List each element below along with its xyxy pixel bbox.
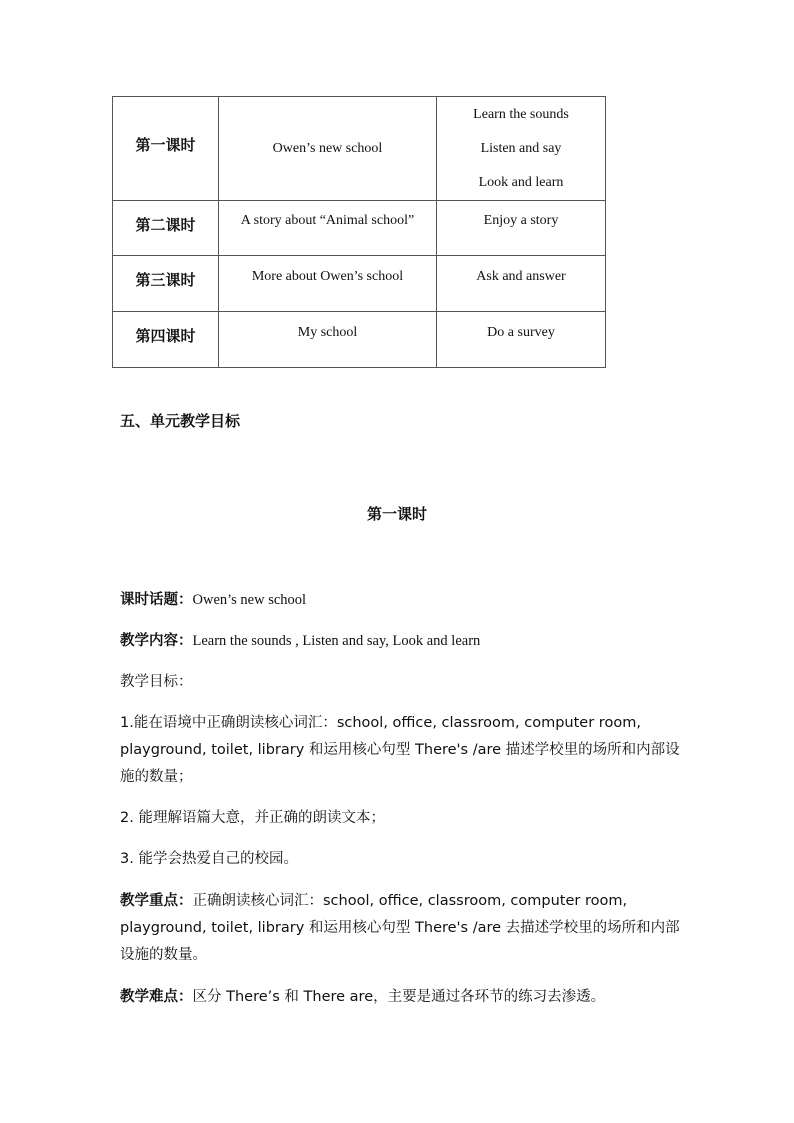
objective-item: 2. 能理解语篇大意，并正确的朗读文本； <box>120 810 385 826</box>
content-cell <box>437 97 606 201</box>
period-cell: 第二课时 <box>113 201 219 256</box>
key-points <box>120 888 680 969</box>
content-cell: Do a survey <box>437 312 606 368</box>
topic-label: 课时话题： <box>120 592 193 608</box>
period-cell: 第四课时 <box>113 312 219 368</box>
period-cell: 第一课时 <box>113 97 219 201</box>
content-value: Learn the sounds , Listen and say, Look and learn <box>192 633 481 649</box>
topic-cell: A story about “Animal school” <box>219 201 437 256</box>
key-points-label: 教学重点： <box>120 893 193 909</box>
objectives-label: 教学目标： <box>120 674 193 690</box>
difficulties-value: 区分 There’s 和 There are，主要是通过各环节的练习去渗透。 <box>192 989 606 1005</box>
key-points-value: 正确朗读核心词汇：school, office, classroom, computer room, playground, toilet, library 和运用核心句型 There's /are 去描述学校里的场所和内部设施的数量。 <box>120 893 680 963</box>
content-line: Look and learn <box>478 174 564 190</box>
objective-item: 3. 能学会热爱自己的校园。 <box>120 851 298 867</box>
section-heading: 五、单元教学目标 <box>120 412 241 430</box>
difficulties-label: 教学难点： <box>120 989 193 1005</box>
content-cell: Ask and answer <box>437 256 606 312</box>
topic-line <box>120 587 680 614</box>
table-row <box>113 97 606 201</box>
topic-cell: My school <box>219 312 437 368</box>
content-line: Listen and say <box>480 140 562 156</box>
objective-item: 1.能在语境中正确朗读核心词汇：school, office, classroom, computer room, playground, toilet, library 和运用核心句型 There's /are 描述学校里的场所和内部设施的数量； <box>120 715 680 785</box>
table-row <box>113 201 606 256</box>
topic-cell: Owen’s new school <box>219 97 437 201</box>
content-line: Learn the sounds <box>473 106 569 122</box>
table-row <box>113 312 606 368</box>
content-line <box>120 628 680 655</box>
period-cell: 第三课时 <box>113 256 219 312</box>
topic-cell: More about Owen’s school <box>219 256 437 312</box>
lesson-table <box>112 96 606 368</box>
topic-value: Owen’s new school <box>192 592 307 608</box>
difficulties <box>120 984 680 1011</box>
table-row <box>113 256 606 312</box>
content-label: 教学内容： <box>120 633 193 649</box>
lesson-heading: 第一课时 <box>366 505 427 523</box>
content-cell: Enjoy a story <box>437 201 606 256</box>
